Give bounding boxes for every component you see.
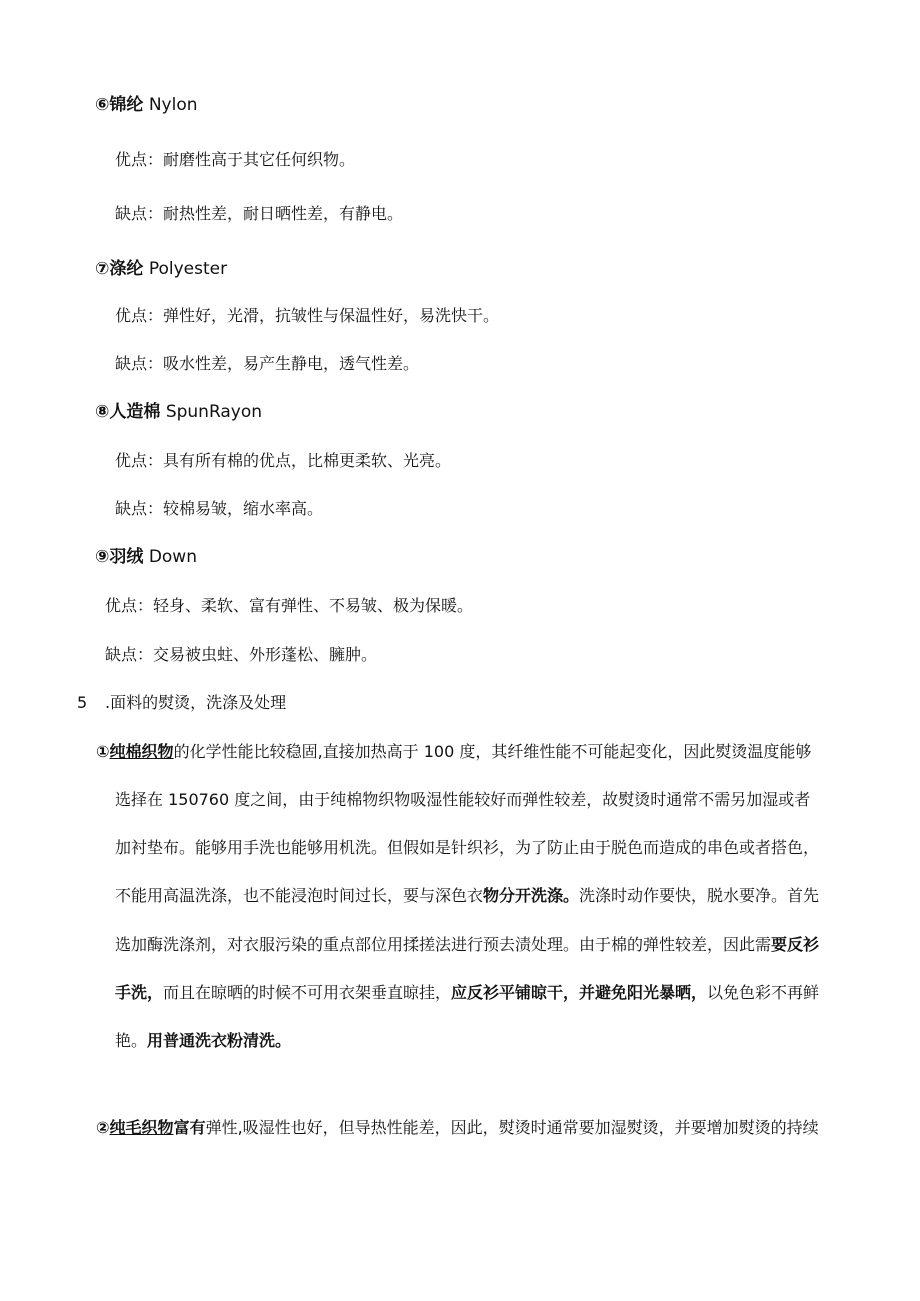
- item-number: ⑧: [95, 402, 110, 422]
- fabric-heading: [95, 401, 262, 423]
- paragraph-term: 纯棉织物: [109, 742, 174, 761]
- paragraph-line: ②纯毛织物富有弹性,吸湿性也好，但导热性能差，因此，熨烫时通常要加湿熨烫，并要增加熨烫的持续: [96, 1118, 819, 1137]
- fabric-heading: [95, 546, 197, 568]
- section-title: .面料的熨烫，洗涤及处理: [105, 693, 287, 712]
- fabric-cons: 缺点：交易被虫蛀、外形蓬松、臃肿。: [105, 645, 378, 664]
- paragraph-line: 不能用高温洗涤，也不能浸泡时间过长，要与深色衣物分开洗涤。洗涤时动作要快，脱水要净。首先: [115, 886, 820, 905]
- fabric-name-en: Polyester: [148, 259, 228, 279]
- fabric-name-cn: 羽绒: [109, 547, 144, 567]
- fabric-cons: 缺点：吸水性差，易产生静电，透气性差。: [115, 354, 420, 373]
- fabric-pros: 优点：耐磨性高于其它任何织物。: [115, 150, 356, 169]
- item-number: ②: [96, 1118, 110, 1137]
- paragraph-term: 纯毛织物: [109, 1118, 174, 1137]
- fabric-pros: 优点：轻身、柔软、富有弹性、不易皱、极为保暖。: [105, 596, 474, 615]
- fabric-cons: 缺点：较棉易皱，缩水率高。: [115, 499, 324, 518]
- fabric-name-cn: 涤纶: [109, 259, 144, 279]
- fabric-heading: [95, 94, 198, 116]
- fabric-name-en: SpunRayon: [165, 402, 263, 422]
- item-number: ⑨: [95, 547, 110, 567]
- fabric-cons: 缺点：耐热性差，耐日晒性差，有静电。: [115, 204, 404, 223]
- paragraph-line: ①纯棉织物的化学性能比较稳固,直接加热高于 100 度，其纤维性能不可能起变化，因此熨烫温度能够: [96, 742, 812, 761]
- item-number: ⑥: [95, 95, 110, 115]
- fabric-pros: 优点：弹性好，光滑，抗皱性与保温性好，易洗快干。: [115, 306, 500, 325]
- paragraph-line: 加衬垫布。能够用手洗也能够用机洗。但假如是针织衫，为了防止由于脱色而造成的串色或者搭色，: [115, 838, 820, 857]
- item-number: ①: [96, 742, 110, 761]
- fabric-pros: 优点：具有所有棉的优点，比棉更柔软、光亮。: [115, 451, 452, 470]
- fabric-heading: [95, 258, 227, 280]
- section-heading: [77, 692, 286, 714]
- paragraph-line: 选择在 150760 度之间，由于纯棉物织物吸湿性能较好而弹性较差，故熨烫时通常不需另加湿或者: [115, 790, 811, 809]
- item-number: ⑦: [95, 259, 110, 279]
- fabric-name-en: Nylon: [148, 95, 198, 115]
- fabric-name-en: Down: [148, 547, 197, 567]
- fabric-name-cn: 人造棉: [109, 402, 161, 422]
- paragraph-line: 手洗，而且在晾晒的时候不可用衣架垂直晾挂，应反衫平铺晾干，并避免阳光暴晒，以免色彩不再鲜: [115, 983, 820, 1002]
- section-number: 5: [77, 693, 88, 712]
- fabric-name-cn: 锦纶: [109, 95, 144, 115]
- paragraph-line: 选加酶洗涤剂，对衣服污染的重点部位用揉搓法进行预去渍处理。由于棉的弹性较差，因此需要反衫: [115, 935, 820, 954]
- paragraph-line: 艳。用普通洗衣粉清洗。: [115, 1031, 292, 1050]
